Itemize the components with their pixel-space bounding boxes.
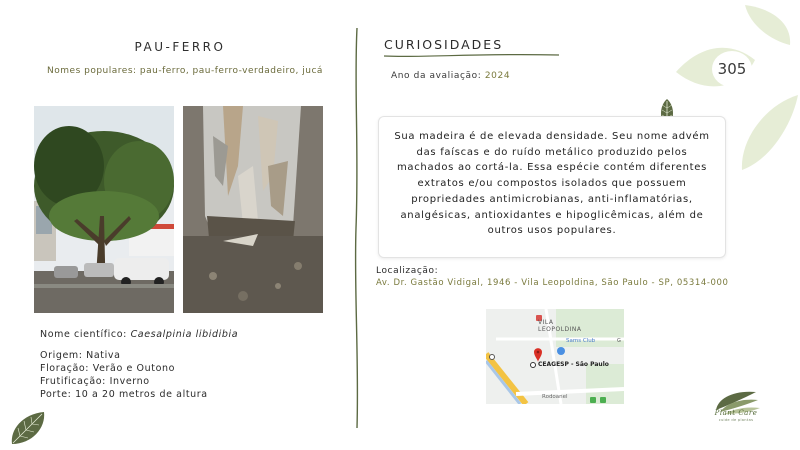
trunk-photo: [183, 106, 323, 313]
brand-tagline: cuide de plantas: [718, 418, 754, 422]
map-place-label: CEAGESP - São Paulo: [538, 361, 609, 368]
scientific-name-value: Caesalpinia libidibia: [130, 329, 239, 340]
curiosities-text: Sua madeira é de elevada densidade. Seu nome advém das faíscas e do ruído metálico produzido pelos machados ao cortá-la. Essa espécie contém diferentes extratos e/ou compostos isolados que possuem propriedades antimicrobianas, anti-inflamatórias, analgésicas, antioxidantes e hipoglicêmicas, além de outros usos populares.: [394, 131, 710, 237]
tree-photo: [34, 106, 174, 313]
plant-number-badge: 305: [712, 51, 752, 87]
evaluation-year-label: Ano da avaliação:: [391, 71, 485, 81]
location-map[interactable]: [486, 309, 624, 404]
fruiting-fact: Frutificação: Inverno: [40, 376, 150, 387]
map-district-label: VILA LEOPOLDINA: [538, 319, 582, 333]
plant-facts: [40, 349, 208, 401]
map-store-label: Sams Club: [566, 338, 596, 344]
flowering-fact: Floração: Verão e Outono: [40, 363, 176, 374]
plant-name-title: PAU-FERRO: [134, 40, 226, 54]
evaluation-year: [391, 71, 510, 81]
scientific-name-label: Nome científico:: [40, 329, 131, 340]
leaf-icon: [8, 408, 48, 448]
evaluation-year-value: 2024: [484, 71, 511, 81]
curiosities-card: [378, 116, 726, 258]
popular-names: Nomes populares: pau-ferro, pau-ferro-verdadeiro, jucá: [47, 66, 323, 76]
vertical-divider: [350, 28, 364, 428]
map-g-label: G: [617, 338, 621, 344]
brand-name: Plant Care: [714, 409, 758, 417]
heading-underline: [384, 52, 559, 60]
origin-fact: Origem: Nativa: [40, 350, 121, 361]
location-address[interactable]: Av. Dr. Gastão Vidigal, 1946 - Vila Leopoldina, São Paulo - SP, 05314-000: [376, 278, 729, 288]
scientific-name: [40, 329, 238, 340]
map-street-label: Rodoanel: [542, 394, 568, 400]
size-fact: Porte: 10 a 20 metros de altura: [40, 389, 208, 400]
curiosities-heading: CURIOSIDADES: [384, 37, 504, 52]
location-label: Localização:: [376, 266, 439, 276]
